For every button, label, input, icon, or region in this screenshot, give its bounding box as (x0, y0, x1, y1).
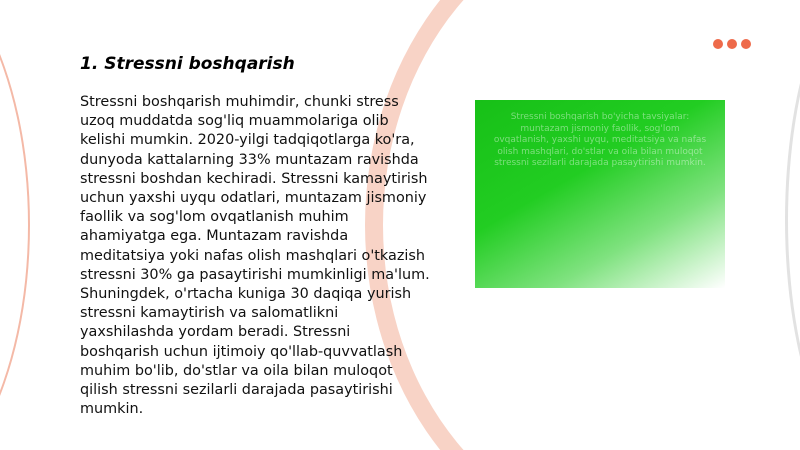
slide-title: 1. Stressni boshqarish (80, 54, 295, 74)
illustration-image (475, 100, 725, 288)
dot (741, 39, 751, 49)
decorative-curve-left (0, 0, 30, 450)
slide-body-text: Stressni boshqarish muhimdir, chunki stress uzoq muddatda sog'liq muammolariga olib kelishi mumkin. 2020-yilgi tadqiqotlarga ko'ra, dunyoda kattalarning 33% muntazam ravishda stressni boshdan kechiradi. Stressni kamaytirish uchun yaxshi uyqu odatlari, muntazam jismoniy faollik va sog'lom ovqatlanish muhim ahamiyatga ega. Muntazam ravishda meditatsiya yoki nafas olish mashqlari o'tkazish stressni 30% ga pasaytirishi mumkinligi ma'lum. Shuningdek, o'rtacha kuniga 30 daqiqa yurish stressni kamaytirish va salomatlikni yaxshilashda yordam beradi. Stressni boshqarish uchun ijtimoiy qo'llab-quvvatlash muhim bo'lib, do'stlar va oila bilan muloqot qilish stressni sezilarli darajada pasaytirishi mumkin. (80, 94, 430, 418)
menu-dots-icon (713, 39, 751, 49)
dot (713, 39, 723, 49)
dot (727, 39, 737, 49)
image-caption-text: Stressni boshqarish bo'yicha tavsiyalar: muntazam jismoniy faollik, sog'lom ovqatlanish, yaxshi uyqu, meditatsiya va nafas olish mashqlari, do'stlar va oila bilan muloqot stressni sezilarli darajada pasaytirishi mumkin. (493, 112, 707, 168)
